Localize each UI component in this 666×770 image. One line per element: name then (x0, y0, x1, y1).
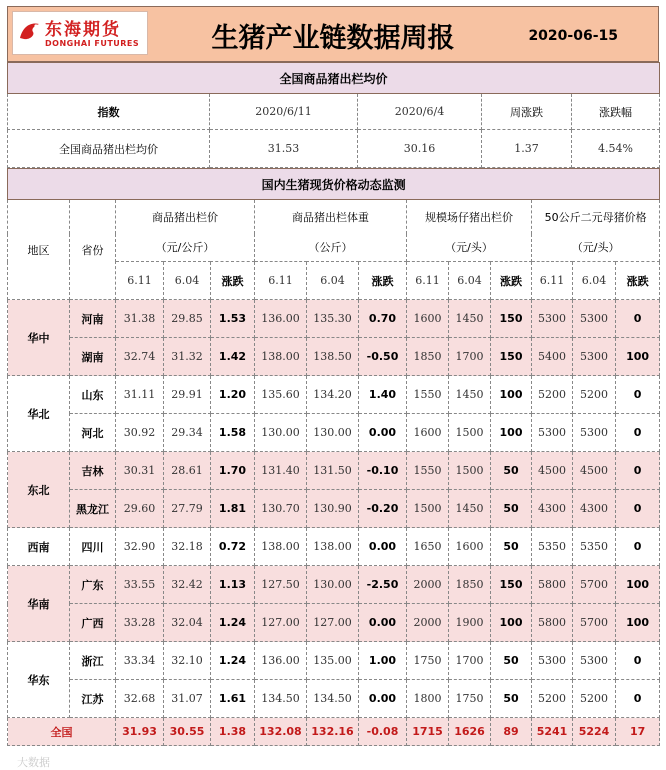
total-row (8, 718, 660, 746)
value-cell: 29.34 (164, 414, 211, 452)
value-cell: 5300 (573, 300, 616, 338)
value-cell: 28.61 (164, 452, 211, 490)
value-cell: 4300 (532, 490, 573, 528)
value-cell: 4500 (532, 452, 573, 490)
province-cell: 山东 (70, 376, 116, 414)
value-cell: 29.60 (116, 490, 164, 528)
value-cell: 150 (491, 338, 532, 376)
value-cell: 32.74 (116, 338, 164, 376)
national-index-name: 全国商品猪出栏均价 (8, 130, 210, 168)
value-cell: 0 (616, 376, 660, 414)
value-cell: 5400 (532, 338, 573, 376)
value-cell: 4500 (573, 452, 616, 490)
value-cell: 5800 (532, 566, 573, 604)
table-row (8, 376, 660, 414)
province-cell: 浙江 (70, 642, 116, 680)
subcol-change: 涨跌 (616, 262, 660, 300)
unit-sow-price: （元/头） (532, 234, 660, 262)
value-cell: 138.00 (307, 528, 359, 566)
group-sow-price: 50公斤二元母猪价格 (532, 200, 660, 234)
value-cell: 5200 (532, 680, 573, 718)
subcol-date: 6.04 (164, 262, 211, 300)
value-cell: 33.28 (116, 604, 164, 642)
value-cell: 50 (491, 490, 532, 528)
value-cell: 130.00 (307, 414, 359, 452)
value-cell: 0 (616, 490, 660, 528)
value-cell: 130.90 (307, 490, 359, 528)
value-cell: 1.24 (211, 604, 255, 642)
value-cell: 50 (491, 642, 532, 680)
national-change: 1.37 (482, 130, 572, 168)
value-cell: 134.50 (307, 680, 359, 718)
value-cell: 50 (491, 452, 532, 490)
value-cell: 135.60 (255, 376, 307, 414)
col-weekly-change: 周涨跌 (482, 94, 572, 130)
subcol-date: 6.11 (532, 262, 573, 300)
total-value-cell: 1.38 (211, 718, 255, 746)
table-row (8, 452, 660, 490)
value-cell: -0.20 (359, 490, 407, 528)
province-cell: 湖南 (70, 338, 116, 376)
value-cell: 127.00 (255, 604, 307, 642)
total-label: 全国 (8, 718, 116, 746)
national-section-title: 全国商品猪出栏均价 (8, 63, 660, 94)
value-cell: 1900 (449, 604, 491, 642)
value-cell: 127.00 (307, 604, 359, 642)
subcol-date: 6.11 (255, 262, 307, 300)
value-cell: 33.34 (116, 642, 164, 680)
value-cell: 130.00 (255, 414, 307, 452)
value-cell: 138.00 (255, 338, 307, 376)
province-cell: 广东 (70, 566, 116, 604)
value-cell: 5300 (573, 338, 616, 376)
group-hog-weight: 商品猪出栏体重 (255, 200, 407, 234)
table-row (8, 604, 660, 642)
value-cell: 5350 (532, 528, 573, 566)
value-cell: 5200 (532, 376, 573, 414)
value-cell: 2000 (407, 566, 449, 604)
unit-hog-price: （元/公斤） (116, 234, 255, 262)
report-header (7, 6, 659, 62)
value-cell: 0 (616, 300, 660, 338)
value-cell: 138.50 (307, 338, 359, 376)
subcol-date: 6.04 (573, 262, 616, 300)
value-cell: 100 (491, 376, 532, 414)
region-cell: 华北 (8, 376, 70, 452)
province-cell: 河北 (70, 414, 116, 452)
value-cell: 1550 (407, 376, 449, 414)
col-region: 地区 (8, 200, 70, 300)
logo-en-text: DONGHAI FUTURES (45, 39, 140, 48)
value-cell: 100 (491, 604, 532, 642)
total-value-cell: 132.16 (307, 718, 359, 746)
subcol-date: 6.04 (307, 262, 359, 300)
watermark: 大数据 (17, 756, 50, 769)
value-cell: 5350 (573, 528, 616, 566)
subcol-change: 涨跌 (211, 262, 255, 300)
value-cell: 131.40 (255, 452, 307, 490)
value-cell: 1.53 (211, 300, 255, 338)
value-cell: 0.70 (359, 300, 407, 338)
subcol-date: 6.11 (116, 262, 164, 300)
value-cell: 5300 (532, 300, 573, 338)
value-cell: 5300 (532, 642, 573, 680)
value-cell: 30.31 (116, 452, 164, 490)
col-date-2: 2020/6/4 (358, 94, 482, 130)
value-cell: 0 (616, 452, 660, 490)
value-cell: 1750 (407, 642, 449, 680)
total-value-cell: 30.55 (164, 718, 211, 746)
table-row (8, 490, 660, 528)
value-cell: 5300 (573, 414, 616, 452)
value-cell: 100 (616, 604, 660, 642)
value-cell: 5200 (573, 376, 616, 414)
total-value-cell: 132.08 (255, 718, 307, 746)
value-cell: 5800 (532, 604, 573, 642)
value-cell: 134.50 (255, 680, 307, 718)
total-value-cell: -0.08 (359, 718, 407, 746)
value-cell: 1500 (407, 490, 449, 528)
region-cell: 华东 (8, 642, 70, 718)
value-cell: 31.32 (164, 338, 211, 376)
table-row (8, 566, 660, 604)
value-cell: 30.92 (116, 414, 164, 452)
table-row (8, 528, 660, 566)
col-date-1: 2020/6/11 (210, 94, 358, 130)
value-cell: 135.00 (307, 642, 359, 680)
value-cell: 1700 (449, 338, 491, 376)
value-cell: 1.70 (211, 452, 255, 490)
total-value-cell: 31.93 (116, 718, 164, 746)
table-row (8, 300, 660, 338)
value-cell: 32.18 (164, 528, 211, 566)
value-cell: 1600 (449, 528, 491, 566)
report-page (7, 6, 659, 769)
monitor-section-title: 国内生猪现货价格动态监测 (8, 169, 660, 200)
value-cell: 32.10 (164, 642, 211, 680)
value-cell: 50 (491, 528, 532, 566)
value-cell: 100 (616, 566, 660, 604)
value-cell: 1600 (407, 414, 449, 452)
value-cell: 0 (616, 642, 660, 680)
value-cell: 0.00 (359, 414, 407, 452)
value-cell: 0.00 (359, 528, 407, 566)
value-cell: 4300 (573, 490, 616, 528)
value-cell: 1750 (449, 680, 491, 718)
province-cell: 四川 (70, 528, 116, 566)
value-cell: 100 (491, 414, 532, 452)
group-piglet-price: 规模场仔猪出栏价 (407, 200, 532, 234)
value-cell: 1.61 (211, 680, 255, 718)
value-cell: 1500 (449, 452, 491, 490)
unit-hog-weight: （公斤） (255, 234, 407, 262)
province-cell: 河南 (70, 300, 116, 338)
report-date: 2020-06-15 (528, 28, 618, 44)
value-cell: 1650 (407, 528, 449, 566)
value-cell: 5300 (573, 642, 616, 680)
national-change-rate: 4.54% (572, 130, 660, 168)
logo-cn-text: 东海期货 (45, 20, 121, 40)
subcol-date: 6.04 (449, 262, 491, 300)
total-value-cell: 1626 (449, 718, 491, 746)
subcol-change: 涨跌 (359, 262, 407, 300)
province-cell: 江苏 (70, 680, 116, 718)
region-cell: 华南 (8, 566, 70, 642)
value-cell: 1.40 (359, 376, 407, 414)
value-cell: 32.04 (164, 604, 211, 642)
table-row (8, 338, 660, 376)
table-row (8, 642, 660, 680)
value-cell: 31.07 (164, 680, 211, 718)
value-cell: 32.42 (164, 566, 211, 604)
value-cell: 136.00 (255, 300, 307, 338)
province-cell: 吉林 (70, 452, 116, 490)
table-row (8, 414, 660, 452)
province-cell: 广西 (70, 604, 116, 642)
value-cell: 5200 (573, 680, 616, 718)
value-cell: 50 (491, 680, 532, 718)
value-cell: 0 (616, 414, 660, 452)
value-cell: 5300 (532, 414, 573, 452)
national-value-1: 31.53 (210, 130, 358, 168)
value-cell: 31.11 (116, 376, 164, 414)
province-cell: 黑龙江 (70, 490, 116, 528)
value-cell: 136.00 (255, 642, 307, 680)
col-index: 指数 (8, 94, 210, 130)
monitor-table (7, 168, 660, 746)
total-value-cell: 89 (491, 718, 532, 746)
value-cell: 27.79 (164, 490, 211, 528)
value-cell: 0.72 (211, 528, 255, 566)
subcol-date: 6.11 (407, 262, 449, 300)
value-cell: 100 (616, 338, 660, 376)
value-cell: 1800 (407, 680, 449, 718)
value-cell: 1550 (407, 452, 449, 490)
value-cell: 33.55 (116, 566, 164, 604)
region-cell: 西南 (8, 528, 70, 566)
total-value-cell: 1715 (407, 718, 449, 746)
value-cell: 130.70 (255, 490, 307, 528)
unit-piglet-price: （元/头） (407, 234, 532, 262)
value-cell: 1700 (449, 642, 491, 680)
value-cell: 127.50 (255, 566, 307, 604)
total-value-cell: 5241 (532, 718, 573, 746)
value-cell: -2.50 (359, 566, 407, 604)
table-row (8, 680, 660, 718)
report-title: 生猪产业链数据周报 (211, 23, 455, 54)
value-cell: -0.10 (359, 452, 407, 490)
value-cell: 1850 (449, 566, 491, 604)
value-cell: 150 (491, 300, 532, 338)
value-cell: 1.42 (211, 338, 255, 376)
national-value-2: 30.16 (358, 130, 482, 168)
value-cell: 5700 (573, 604, 616, 642)
value-cell: 135.30 (307, 300, 359, 338)
value-cell: 31.38 (116, 300, 164, 338)
value-cell: 1450 (449, 490, 491, 528)
value-cell: 2000 (407, 604, 449, 642)
value-cell: 1600 (407, 300, 449, 338)
group-hog-price: 商品猪出栏价 (116, 200, 255, 234)
value-cell: 1500 (449, 414, 491, 452)
subcol-change: 涨跌 (491, 262, 532, 300)
col-change-rate: 涨跌幅 (572, 94, 660, 130)
value-cell: 1.20 (211, 376, 255, 414)
value-cell: 1850 (407, 338, 449, 376)
region-cell: 东北 (8, 452, 70, 528)
value-cell: 32.90 (116, 528, 164, 566)
col-province: 省份 (70, 200, 116, 300)
national-price-table (7, 62, 660, 168)
total-value-cell: 5224 (573, 718, 616, 746)
value-cell: 0 (616, 680, 660, 718)
value-cell: 5700 (573, 566, 616, 604)
value-cell: 1450 (449, 300, 491, 338)
value-cell: 32.68 (116, 680, 164, 718)
value-cell: 1.00 (359, 642, 407, 680)
value-cell: 1450 (449, 376, 491, 414)
value-cell: 0 (616, 528, 660, 566)
value-cell: 131.50 (307, 452, 359, 490)
value-cell: -0.50 (359, 338, 407, 376)
value-cell: 0.00 (359, 680, 407, 718)
value-cell: 29.85 (164, 300, 211, 338)
value-cell: 134.20 (307, 376, 359, 414)
value-cell: 1.81 (211, 490, 255, 528)
value-cell: 29.91 (164, 376, 211, 414)
value-cell: 130.00 (307, 566, 359, 604)
region-cell: 华中 (8, 300, 70, 376)
value-cell: 1.13 (211, 566, 255, 604)
total-value-cell: 17 (616, 718, 660, 746)
value-cell: 1.24 (211, 642, 255, 680)
value-cell: 138.00 (255, 528, 307, 566)
monitor-body (8, 300, 660, 746)
value-cell: 0.00 (359, 604, 407, 642)
value-cell: 150 (491, 566, 532, 604)
value-cell: 1.58 (211, 414, 255, 452)
